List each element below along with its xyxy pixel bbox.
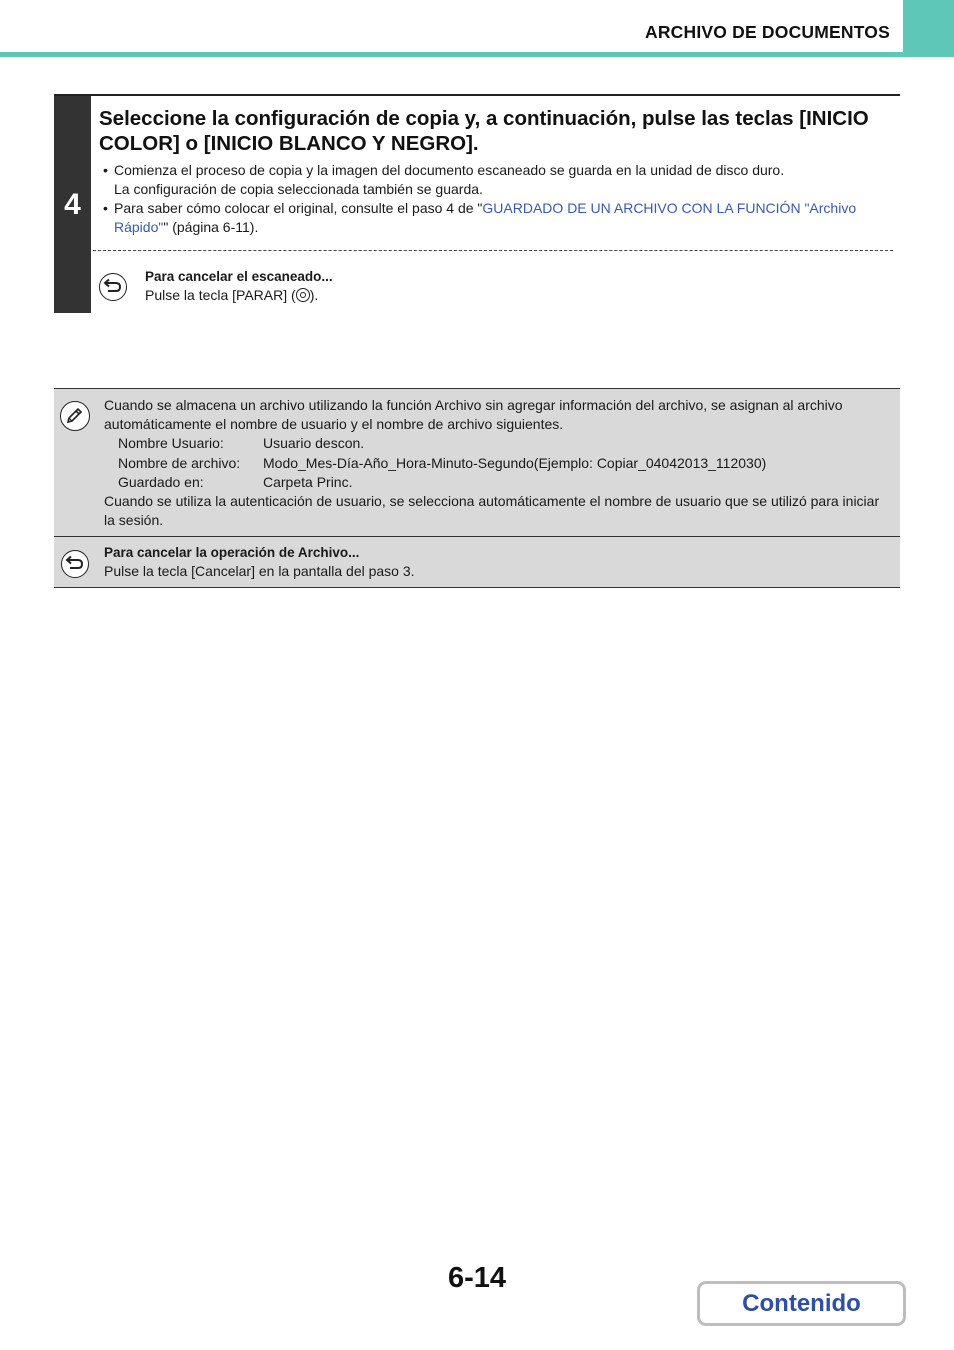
cancel-operation-note [104,543,415,581]
note-text [104,396,884,530]
cancel-scan-text: Pulse la tecla [PARAR] ( [145,287,296,303]
field-label: Nombre Usuario: [118,435,224,452]
cancel-icon [61,550,89,578]
divider [93,250,893,251]
bullet-icon: • [103,162,108,178]
cancel-scan-note [145,267,333,305]
header-rule [0,52,954,57]
cancel-operation-title: Para cancelar la operación de Archivo... [104,545,360,560]
bullet-text: " (página 6-11). [163,219,259,235]
field-value: Modo_Mes-Día-Año_Hora-Minuto-Segundo(Ejemplo: Copiar_04042013_112030) [263,454,767,471]
cancel-scan-text: ). [309,287,319,303]
field-label: Nombre de archivo: [118,454,241,471]
note-outro: Cuando se utiliza la autenticación de usuario, se selecciona automáticamente el nombre de usuario que se utilizó para iniciar la sesión. [104,493,880,529]
list-item [104,473,884,492]
step-top-rule [54,94,900,96]
field-value: Usuario descon. [263,435,365,452]
header-tab [903,0,954,54]
bullet-text: Para saber cómo colocar el original, consulte el paso 4 de " [114,200,483,216]
cancel-scan-title: Para cancelar el escaneado... [145,269,333,284]
step-bullets [103,161,893,237]
list-item [104,434,884,453]
cancel-operation-text: Pulse la tecla [Cancelar] en la pantalla del paso 3. [104,563,415,579]
field-value: Carpeta Princ. [263,473,353,490]
cancel-icon [99,273,127,301]
page-number: 6-14 [447,1262,507,1294]
stop-key-icon [296,288,310,302]
reference-link[interactable]: GUARDADO DE UN ARCHIVO CON LA FUNCIÓN "Archivo Rápido" [114,200,857,235]
list-item [103,161,893,199]
step-number: 4 [54,96,91,313]
bullet-text: Comienza el proceso de copia y la imagen del documento escaneado se guarda en la unidad de disco duro. [114,162,785,178]
bullet-text: La configuración de copia seleccionada también se guarda. [114,181,483,197]
note-intro: Cuando se almacena un archivo utilizando la función Archivo sin agregar información del archivo, se asignan al archivo automáticamente el nombre de usuario y el nombre de archivo siguientes. [104,397,843,433]
section-title: ARCHIVO DE DOCUMENTOS [644,22,890,42]
list-item [103,199,893,237]
bullet-icon: • [103,200,108,216]
step-title: Seleccione la configuración de copia y, a continuación, pulse las teclas [INICIO COLOR] o [INICIO BLANCO Y NEGRO]. [99,107,869,155]
pencil-icon [60,401,90,431]
field-label: Guardado en: [118,473,204,490]
contents-button[interactable]: Contenido [697,1281,906,1326]
list-item [104,454,884,473]
